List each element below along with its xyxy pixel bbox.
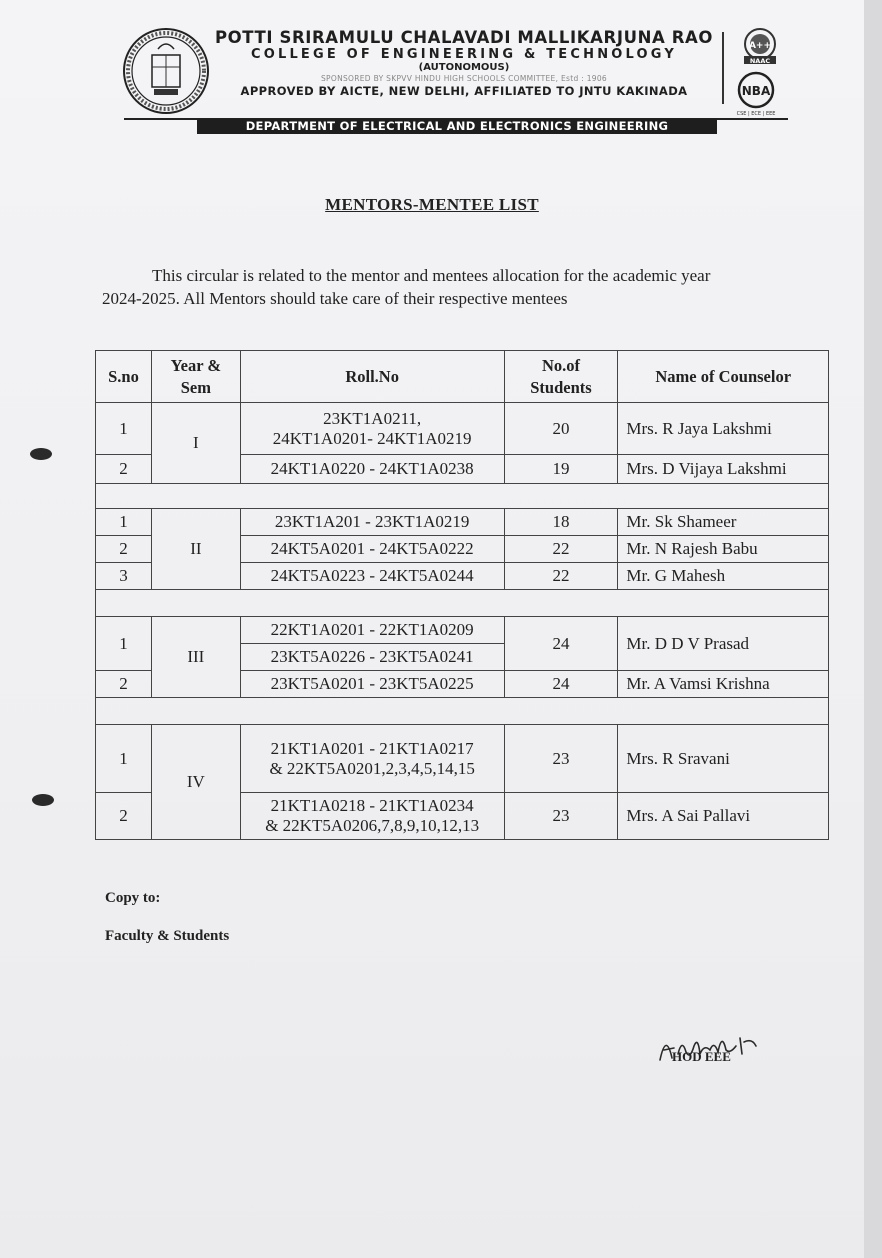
year-cell: I xyxy=(151,403,240,484)
college-name-line2: COLLEGE OF ENGINEERING & TECHNOLOGY xyxy=(250,47,678,62)
counselor-cell: Mrs. D Vijaya Lakshmi xyxy=(618,455,829,484)
rollno-line: & 22KT5A0206,7,8,9,10,12,13 xyxy=(265,816,480,835)
year-sem-label-2: Sem xyxy=(180,377,211,397)
punch-hole-top xyxy=(30,448,52,460)
rollno-cell xyxy=(240,725,504,793)
circular-text xyxy=(102,264,818,310)
copy-to-label: Copy to: xyxy=(105,890,161,906)
rollno-line: 24KT1A0201- 24KT1A0219 xyxy=(272,428,472,448)
rollno-cell: 23KT5A0201 - 23KT5A0225 xyxy=(240,671,504,698)
students-cell: 24 xyxy=(504,617,618,671)
table-row xyxy=(96,617,829,644)
table-row xyxy=(96,403,829,455)
col-header-counselor: Name of Counselor xyxy=(618,351,829,403)
students-cell: 19 xyxy=(504,455,618,484)
rollno-cell xyxy=(240,403,504,455)
students-cell: 22 xyxy=(504,536,618,563)
counselor-cell: Mr. D D V Prasad xyxy=(618,617,829,671)
students-cell: 23 xyxy=(504,725,618,793)
circular-line-2: 2024-2025. All Mentors should take care of their respective mentees xyxy=(102,289,568,308)
sponsor-line: SPONSORED BY SKPVV HINDU HIGH SCHOOLS COMMITTEE, Estd : 1906 xyxy=(321,74,607,83)
students-label-2: Students xyxy=(530,377,592,397)
punch-hole-bottom xyxy=(32,794,54,806)
approval-line: APPROVED BY AICTE, NEW DELHI, AFFILIATED TO JNTU KAKINADA xyxy=(240,84,688,98)
sno-cell: 3 xyxy=(96,563,152,590)
naac-grade: A++ xyxy=(748,41,772,51)
page-title: MENTORS-MENTEE LIST xyxy=(325,195,539,214)
sno-cell: 2 xyxy=(96,793,152,840)
sno-cell: 1 xyxy=(96,725,152,793)
naac-badge-icon xyxy=(730,26,790,66)
sno-cell: 2 xyxy=(96,455,152,484)
naac-label: NAAC xyxy=(749,57,771,65)
counselor-cell: Mr. A Vamsi Krishna xyxy=(618,671,829,698)
page-edge xyxy=(864,0,882,1258)
year-cell: IV xyxy=(151,725,240,840)
counselor-cell: Mr. G Mahesh xyxy=(618,563,829,590)
counselor-cell: Mrs. R Sravani xyxy=(618,725,829,793)
col-header-sno: S.no xyxy=(96,351,152,403)
counselor-cell: Mrs. A Sai Pallavi xyxy=(618,793,829,840)
sno-cell: 2 xyxy=(96,536,152,563)
year-cell: III xyxy=(151,617,240,698)
circular-line-1: This circular is related to the mentor and mentees allocation for the academic year xyxy=(152,266,711,285)
rollno-cell: 24KT5A0201 - 24KT5A0222 xyxy=(240,536,504,563)
rollno-cell: 23KT5A0226 - 23KT5A0241 xyxy=(240,644,504,671)
header-divider xyxy=(722,32,724,104)
college-emblem-icon xyxy=(122,27,210,115)
students-cell: 18 xyxy=(504,509,618,536)
students-cell: 23 xyxy=(504,793,618,840)
rollno-line: 21KT1A0218 - 21KT1A0234 xyxy=(270,796,474,815)
year-cell: II xyxy=(151,509,240,590)
year-sem-label-1: Year & xyxy=(170,355,222,375)
sno-cell: 1 xyxy=(96,403,152,455)
sno-cell: 1 xyxy=(96,617,152,671)
col-header-year-sem xyxy=(151,351,240,403)
college-name: POTTI SRIRAMULU CHALAVADI MALLIKARJUNA RAO xyxy=(214,28,713,47)
mentor-table xyxy=(95,350,829,840)
department-banner: DEPARTMENT OF ELECTRICAL AND ELECTRONICS ENGINEERING xyxy=(197,119,717,134)
rollno-cell: 24KT5A0223 - 24KT5A0244 xyxy=(240,563,504,590)
students-cell: 24 xyxy=(504,671,618,698)
rollno-cell: 24KT1A0220 - 24KT1A0238 xyxy=(240,455,504,484)
rollno-line: 23KT1A0211, xyxy=(323,408,422,428)
table-row xyxy=(96,725,829,793)
table-header-row xyxy=(96,351,829,403)
nba-programs: CSE | ECE | EEE xyxy=(736,111,776,117)
sno-cell: 2 xyxy=(96,671,152,698)
students-label-1: No.of xyxy=(541,355,580,375)
rollno-line: & 22KT5A0201,2,3,4,5,14,15 xyxy=(269,758,475,778)
students-cell: 20 xyxy=(504,403,618,455)
nba-badge-icon xyxy=(730,70,786,118)
rollno-line: 21KT1A0201 - 21KT1A0217 xyxy=(270,738,474,758)
rollno-cell xyxy=(240,793,504,840)
table-row xyxy=(96,509,829,536)
col-header-rollno: Roll.No xyxy=(240,351,504,403)
signatory-title: HOD EEE xyxy=(672,1049,731,1064)
rollno-cell: 23KT1A201 - 23KT1A0219 xyxy=(240,509,504,536)
copy-recipients: Faculty & Students xyxy=(105,928,230,944)
counselor-cell: Mrs. R Jaya Lakshmi xyxy=(618,403,829,455)
counselor-cell: Mr. Sk Shameer xyxy=(618,509,829,536)
col-header-students xyxy=(504,351,618,403)
students-cell: 22 xyxy=(504,563,618,590)
separator-row xyxy=(96,484,829,509)
separator-row xyxy=(96,590,829,617)
autonomous-status: (AUTONOMOUS) xyxy=(418,62,510,73)
sno-cell: 1 xyxy=(96,509,152,536)
counselor-cell: Mr. N Rajesh Babu xyxy=(618,536,829,563)
rollno-cell: 22KT1A0201 - 22KT1A0209 xyxy=(240,617,504,644)
separator-row xyxy=(96,698,829,725)
college-header xyxy=(208,28,720,99)
nba-label: NBA xyxy=(741,84,771,98)
